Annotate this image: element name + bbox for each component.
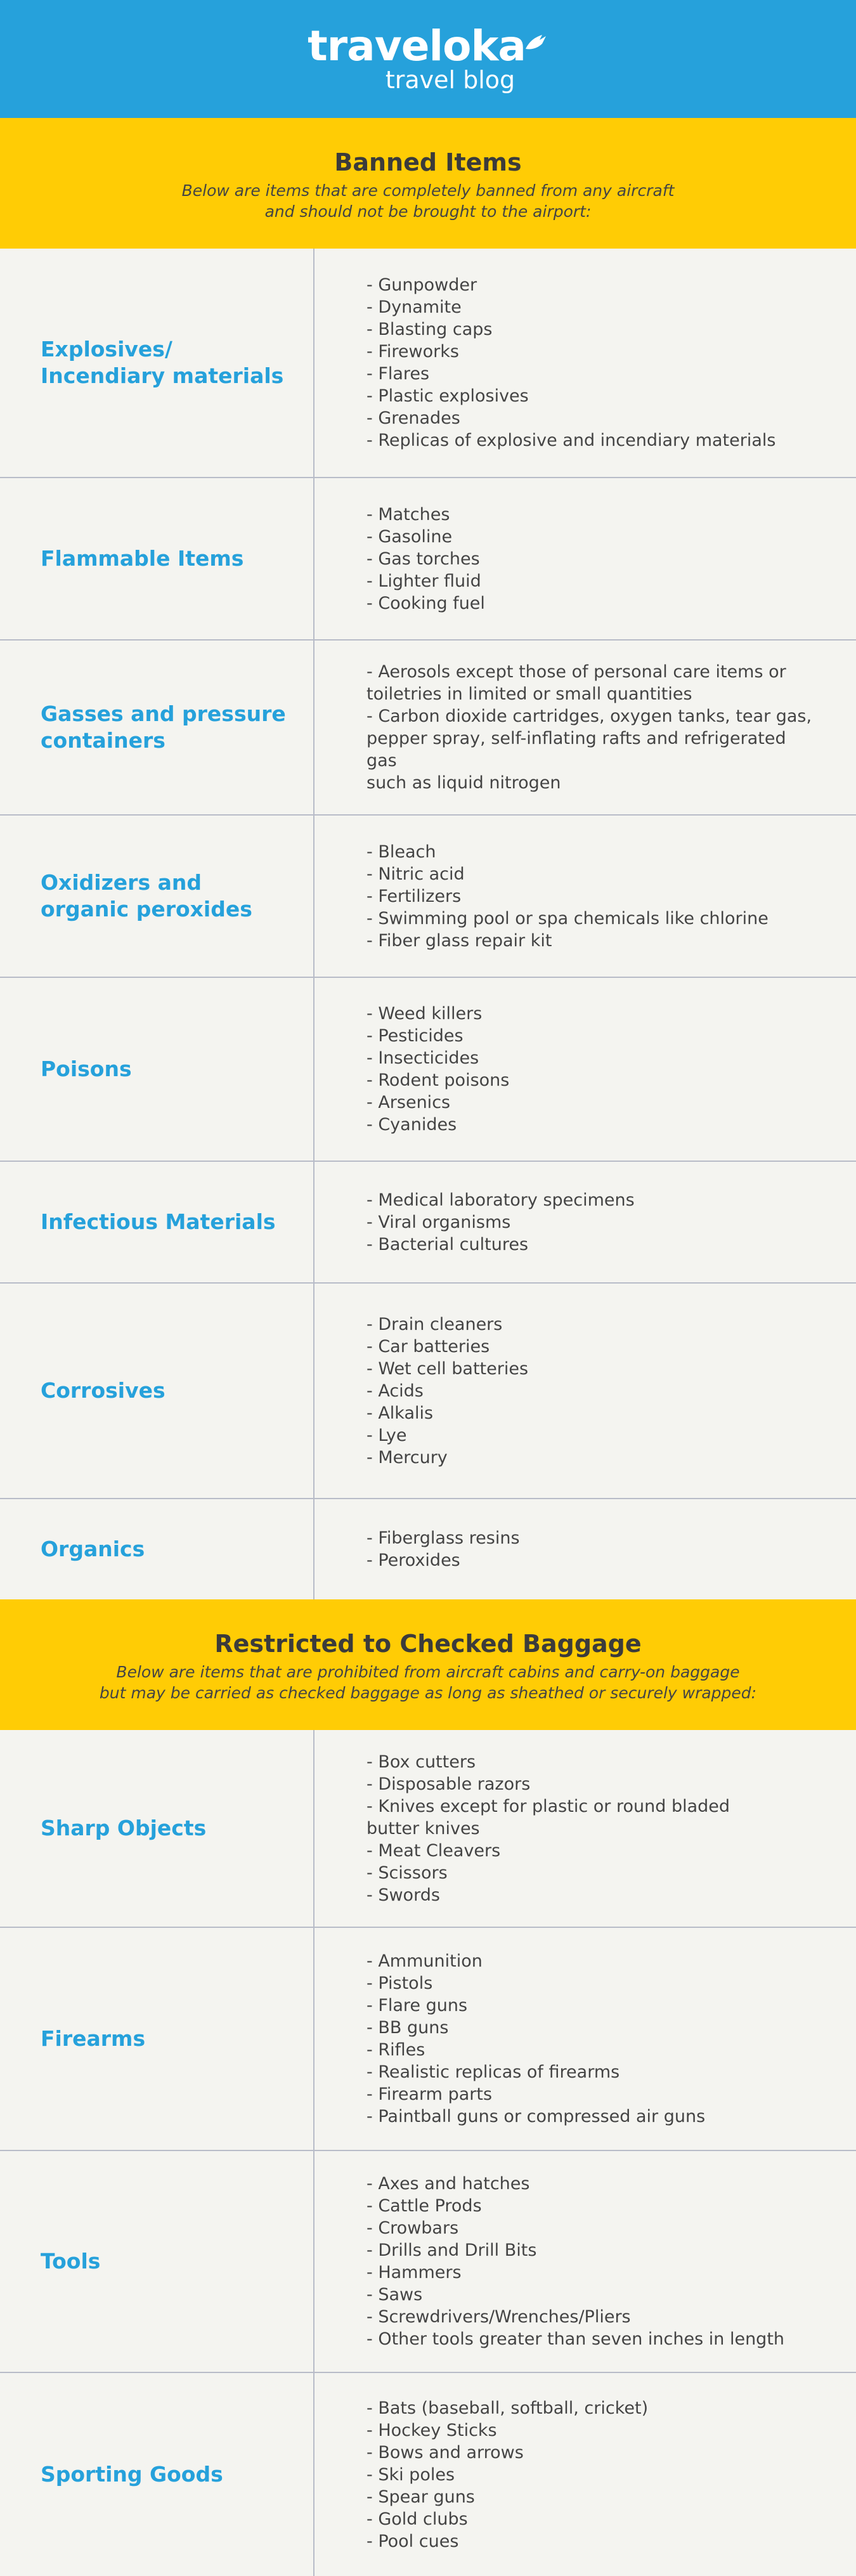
list-item: - Bats (baseball, softball, cricket)	[366, 2398, 649, 2418]
bird-icon	[523, 19, 548, 63]
list-item: - Pool cues	[366, 2531, 459, 2551]
list-item: - Dynamite	[366, 297, 462, 317]
list-item: - Ski poles	[366, 2464, 455, 2485]
traveloka-logo[interactable]	[0, 24, 856, 68]
list-item: - Pesticides	[366, 1026, 464, 1046]
list-item: - Acids	[366, 1381, 424, 1401]
list-item: - Gasoline	[366, 526, 453, 547]
list-item: - Weed killers	[366, 1004, 483, 1024]
list-item: - Lye	[366, 1425, 407, 1445]
item-list	[315, 1162, 856, 1282]
table-row	[0, 2373, 856, 2576]
list-item: - Disposable razors	[366, 1774, 531, 1794]
table-row	[0, 1284, 856, 1499]
list-item: - Fiberglass resins	[366, 1528, 520, 1548]
list-item: - Fireworks	[366, 342, 459, 361]
list-item: - Screwdrivers/Wrenches/Pliers	[366, 2307, 631, 2327]
list-item: - Meat Cleavers	[366, 1840, 501, 1861]
list-item: - Realistic replicas of firearms	[366, 2062, 620, 2082]
list-item: - Paintball guns or compressed air guns	[366, 2107, 706, 2126]
list-item: - Crowbars	[366, 2218, 459, 2238]
list-item: - Other tools greater than seven inches in length	[366, 2329, 785, 2349]
category-label: Gasses and pressure containers	[0, 641, 315, 814]
list-item: - Nitric acid	[366, 864, 465, 884]
category-label: Corrosives	[0, 1284, 315, 1498]
item-list	[315, 816, 856, 977]
list-item: - Knives except for plastic or round bladed butter knives	[366, 1796, 730, 1838]
banned-items-table	[0, 249, 856, 1599]
item-list	[315, 978, 856, 1161]
list-item: - Fiber glass repair kit	[366, 930, 552, 951]
list-item: - Gas torches	[366, 549, 480, 569]
restricted-items-table	[0, 1730, 856, 2576]
category-label: Tools	[0, 2151, 315, 2372]
list-item: - Wet cell batteries	[366, 1358, 529, 1379]
list-item: - Cyanides	[366, 1115, 457, 1135]
item-list	[315, 1928, 856, 2150]
list-item: - Grenades	[366, 408, 460, 428]
category-label: Oxidizers and organic peroxides	[0, 816, 315, 977]
list-item: - Hockey Sticks	[366, 2420, 497, 2440]
list-item: - Car batteries	[366, 1336, 490, 1356]
list-item: - Box cutters	[366, 1752, 476, 1772]
list-item: - Pistols	[366, 1974, 433, 1993]
list-item: - Plastic explosives	[366, 386, 529, 406]
list-item: - Carbon dioxide cartridges, oxygen tanks, tear gas, pepper spray, self-inflating rafts and refrigerated gas such as liquid nitrogen	[366, 706, 812, 793]
section-title: Restricted to Checked Baggage	[214, 1630, 642, 1658]
list-item: - Rifles	[366, 2040, 425, 2060]
table-row	[0, 249, 856, 478]
section-subtitle: Below are items that are completely banned from any aircraft and should not be brought to the airport:	[181, 181, 675, 221]
item-list	[315, 249, 856, 477]
category-label: Firearms	[0, 1928, 315, 2150]
list-item: - Gunpowder	[366, 275, 477, 295]
list-item: - Aerosols except those of personal care items or toiletries in limited or small quantities	[366, 662, 786, 704]
category-label: Flammable Items	[0, 478, 315, 639]
table-row	[0, 1730, 856, 1928]
list-item: - Swords	[366, 1885, 440, 1905]
category-label: Sharp Objects	[0, 1730, 315, 1927]
list-item: - Medical laboratory specimens	[366, 1190, 635, 1210]
list-item: - Rodent poisons	[366, 1070, 510, 1090]
item-list	[315, 1499, 856, 1599]
table-row	[0, 641, 856, 816]
table-row	[0, 1499, 856, 1599]
list-item: - Lighter fluid	[366, 571, 481, 591]
category-label: Sporting Goods	[0, 2373, 315, 2576]
list-item: - Scissors	[366, 1863, 448, 1883]
list-item: - Replicas of explosive and incendiary materials	[366, 431, 776, 450]
list-item: - Viral organisms	[366, 1212, 511, 1232]
section-subtitle: Below are items that are prohibited from aircraft cabins and carry-on baggage but may be carried as checked baggage as long as sheathed or securely wrapped:	[99, 1663, 757, 1702]
restricted-items-banner	[0, 1599, 856, 1730]
table-row	[0, 1928, 856, 2151]
item-list	[315, 1284, 856, 1498]
list-item: - Insecticides	[366, 1048, 479, 1068]
list-item: - Swimming pool or spa chemicals like chlorine	[366, 908, 768, 928]
list-item: - Firearm parts	[366, 2085, 493, 2104]
list-item: - Peroxides	[366, 1551, 460, 1570]
category-label: Explosives/ Incendiary materials	[0, 249, 315, 477]
logo-text: traveloka	[308, 22, 526, 70]
table-row	[0, 1162, 856, 1284]
list-item: - Flares	[366, 364, 430, 384]
table-row	[0, 816, 856, 978]
table-row	[0, 2151, 856, 2373]
list-item: - Gold clubs	[366, 2509, 468, 2529]
section-title: Banned Items	[334, 148, 522, 176]
list-item: - Bleach	[366, 842, 436, 862]
list-item: - Drills and Drill Bits	[366, 2241, 537, 2260]
list-item: - BB guns	[366, 2018, 449, 2038]
list-item: - Arsenics	[366, 1093, 451, 1112]
list-item: - Mercury	[366, 1447, 448, 1467]
list-item: - Alkalis	[366, 1403, 434, 1423]
category-label: Infectious Materials	[0, 1162, 315, 1282]
table-row	[0, 978, 856, 1162]
category-label: Organics	[0, 1499, 315, 1599]
list-item: - Spear guns	[366, 2487, 475, 2507]
list-item: - Saws	[366, 2285, 423, 2305]
list-item: - Flare guns	[366, 1996, 468, 2015]
item-list	[315, 478, 856, 639]
item-list	[315, 2151, 856, 2372]
banned-items-banner	[0, 118, 856, 249]
site-header	[0, 0, 856, 118]
item-list	[315, 2373, 856, 2576]
list-item: - Axes and hatches	[366, 2174, 530, 2194]
list-item: - Fertilizers	[366, 886, 462, 906]
list-item: - Cooking fuel	[366, 593, 485, 613]
list-item: - Bows and arrows	[366, 2442, 524, 2462]
table-row	[0, 478, 856, 641]
item-list	[315, 1730, 856, 1927]
list-item: - Blasting caps	[366, 320, 493, 339]
item-list	[315, 641, 856, 814]
category-label: Poisons	[0, 978, 315, 1161]
list-item: - Matches	[366, 504, 450, 524]
list-item: - Bacterial cultures	[366, 1234, 529, 1254]
list-item: - Cattle Prods	[366, 2196, 482, 2216]
list-item: - Hammers	[366, 2263, 462, 2282]
logo-tagline: travel blog	[385, 66, 516, 94]
list-item: - Ammunition	[366, 1951, 483, 1971]
list-item: - Drain cleaners	[366, 1314, 503, 1334]
